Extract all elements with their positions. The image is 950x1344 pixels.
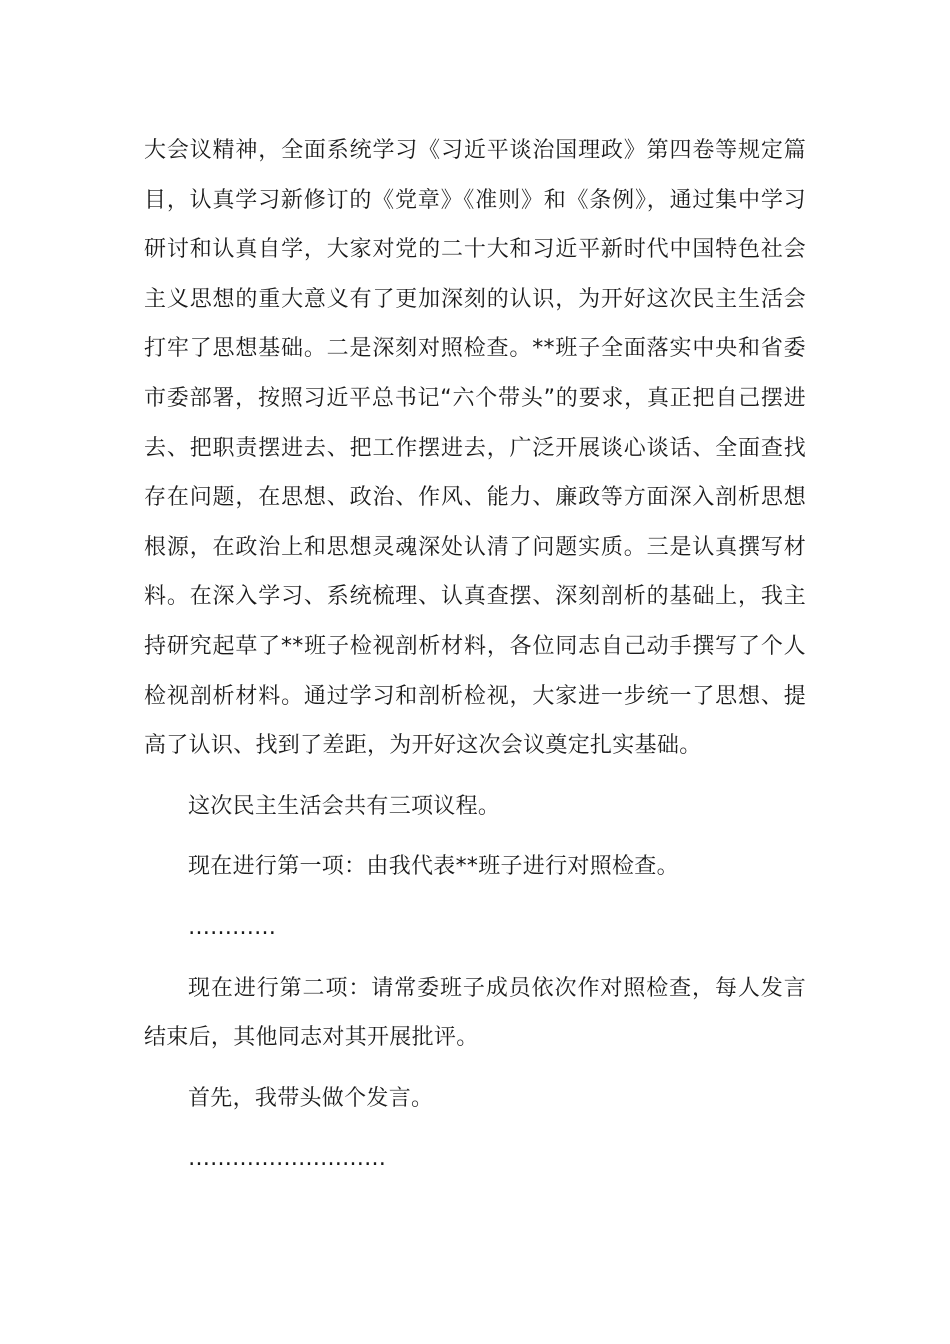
document-body <box>144 126 806 1184</box>
paragraph-ellipsis-short: ………… <box>188 914 276 940</box>
paragraph-item-one: 现在进行第一项：由我代表**班子进行对照检查。 <box>188 854 679 880</box>
paragraph-continued: 大会议精神，全面系统学习《习近平谈治国理政》第四卷等规定篇目，认真学习新修订的《党章》《准则》和《条例》，通过集中学习研讨和认真自学，大家对党的二十大和习近平新时代中国特色社会主义思想的重大意义有了更加深刻的认识，为开好这次民主生活会打牢了思想基础。二是深刻对照检查。**班子全面落实中央和省委市委部署，按照习近平总书记“六个带头”的要求，真正把自己摆进去、把职责摆进去、把工作摆进去，广泛开展谈心谈话、全面查找存在问题，在思想、政治、作风、能力、廉政等方面深入剖析思想根源，在政治上和思想灵魂深处认清了问题实质。三是认真撰写材料。在深入学习、系统梳理、认真查摆、深刻剖析的基础上，我主持研究起草了**班子检视剖析材料，各位同志自己动手撰写了个人检视剖析材料。通过学习和剖析检视，大家进一步统一了思想、提高了认识、找到了差距，为开好这次会议奠定扎实基础。 <box>144 138 806 759</box>
paragraph-ellipsis-long: ……………………… <box>188 1146 386 1172</box>
paragraph-agenda-intro: 这次民主生活会共有三项议程。 <box>188 793 501 819</box>
paragraph-item-two: 现在进行第二项：请常委班子成员依次作对照检查，每人发言结束后，其他同志对其开展批评。 <box>144 975 806 1051</box>
paragraph-first-speech: 首先，我带头做个发言。 <box>188 1085 434 1111</box>
